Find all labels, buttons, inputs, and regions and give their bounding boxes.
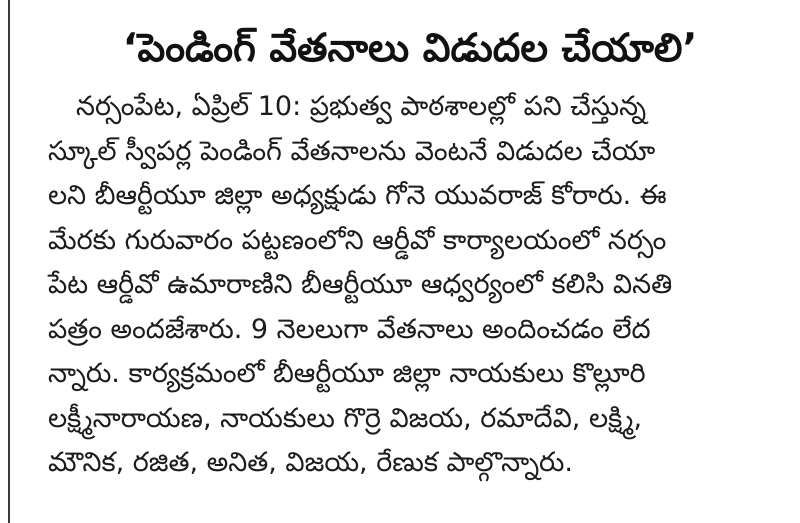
article-line-4: మేరకు గురువారం పట్టణంలోని ఆర్డీవో కార్యాలయంలో నర్సం [48,224,667,256]
headline: ‘పెండింగ్ వేతనాలు విడుదల చేయాలి’ [122,26,698,71]
column-divider [8,0,10,523]
article-line-2: స్కూల్ స్వీపర్ల పెండింగ్ వేతనాలను వెంటనే విడుదల చేయా [48,135,656,167]
article-line-1: నర్సంపేట, ఏప్రిల్ 10: ప్రభుత్వ పాఠశాలల్లో పని చేస్తున్న [76,91,647,122]
article-line-3: లని బీఆర్టీయూ జిల్లా అధ్యక్షుడు గోనె యువరాజ్ కోరారు. ఈ [48,180,667,211]
article-body [48,85,783,486]
article-line-8: లక్ష్మీనారాయణ, నాయకులు గొర్రె విజయ, రమాదేవి, లక్ష్మి, [48,402,643,434]
article-line-7: న్నారు. కార్యక్రమంలో బీఆర్టీయూ జిల్లా నాయకులు కొల్లూరి [48,358,646,389]
article-line-5: పేట ఆర్డీవో ఉమారాణిని బీఆర్టీయూ ఆధ్వర్యంలో కలిసి వినతి [48,269,673,300]
article-line-6: పత్రం అందజేశారు. 9 నెలలుగా వేతనాలు అందించడం లేద [48,313,651,345]
article-line-9: మౌనిక, రజిత, అనిత, విజయ, రేణుక పాల్గొన్నారు. [48,447,573,478]
